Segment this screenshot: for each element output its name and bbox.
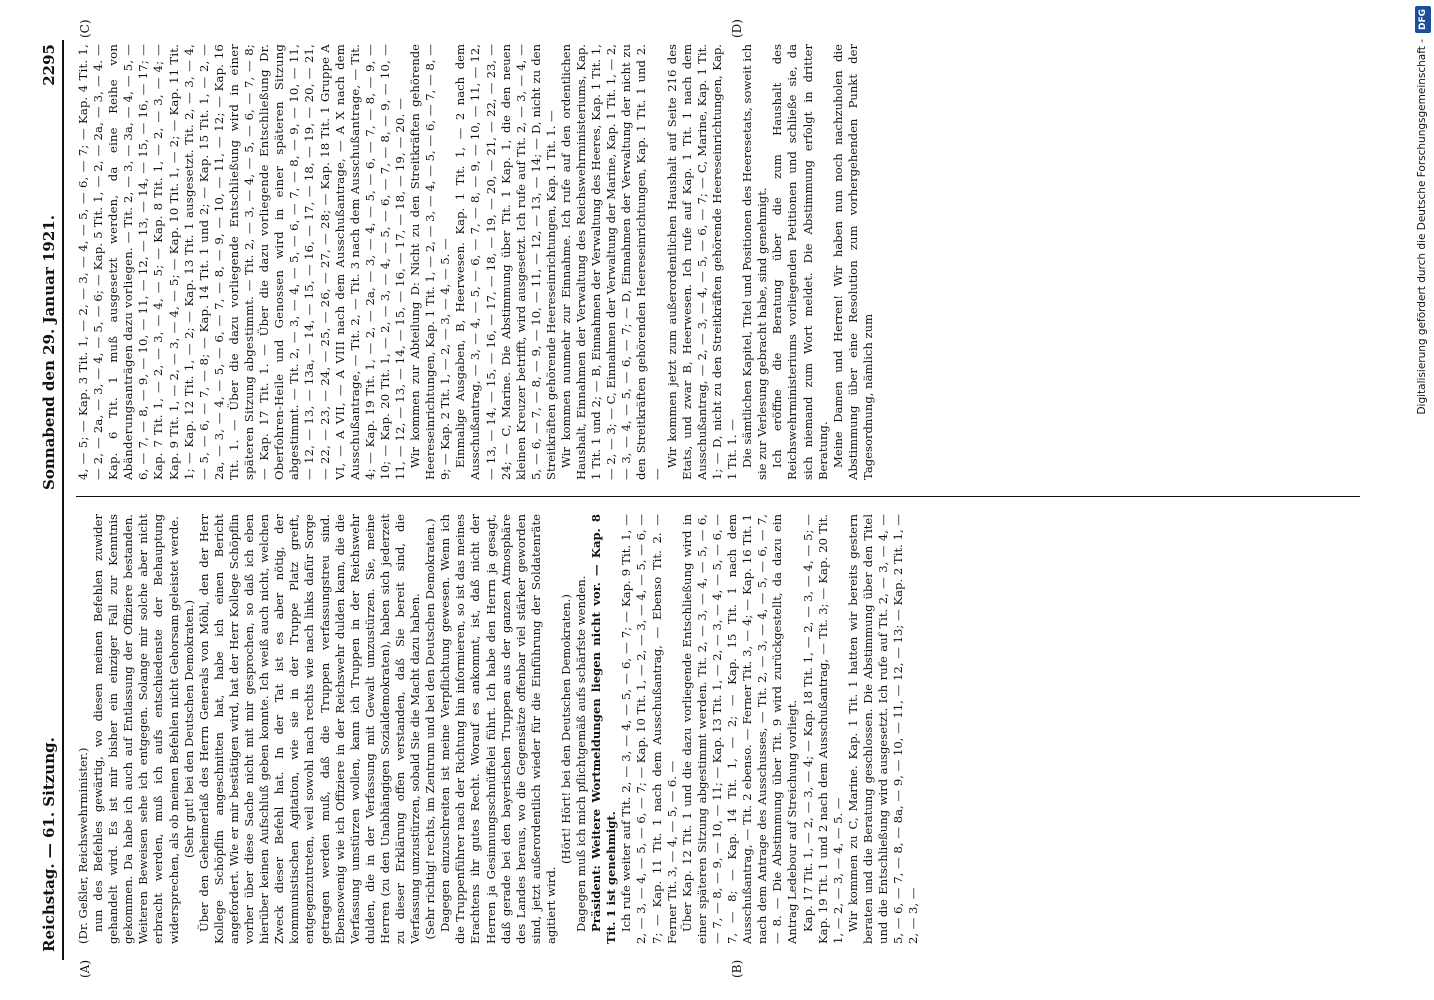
interjection: (Hört! Hört! bei den Deutschen Demokraten.) xyxy=(559,594,573,864)
interjection: (Sehr gut! bei den Deutschen Demokraten.) xyxy=(181,599,196,859)
margin-mark-b: (B) xyxy=(730,959,744,978)
paragraph: Über den Geheimerlaß des Herrn Generals von Möhl, den der Herr Kollege Schöpflin angeschnitten hat, habe ich einen Bericht angefordert. Wie er mir bestätigen wird, hat der Herr Kollege Schöpflin vorher über diese Sache nicht mit mir gesprochen, so daß ich eben hierüber keinen Aufschluß geben konnte. Ich weiß auch nicht, welchen Zweck dieser Befehl hat. In der Tat ist es aber nötig, der kommunistischen Agitation, wie sie in der Truppe Platz greift, entgegenzutreten, weil sowohl nach rechts wie nach links dafür Sorge getragen werden muß, daß die Truppen verfassungstreu sind. Ebensowenig wie ich Offiziere in der Reichswehr dulden kann, die die Verfassung umstürzen wollen, kann ich Truppen in der Reichswehr dulden, die in der Verfassung mit Gewalt umzustürzen. Sie, meine Herren (zu den Unabhängigen Sozialdemokraten), haben sich jederzeit zu dieser Erklärung offen verstanden, daß Sie bereit sind, die Verfassung umzustürzen, sobald Sie die Macht dazu haben. xyxy=(196,514,423,944)
dfg-logo: DFG xyxy=(1415,6,1431,33)
digitization-text: Digitalisierung gefördert durch die Deutsche Forschungsgemeinschaft - xyxy=(1416,39,1428,415)
paragraph: Ich eröffne die Beratung über die zum Haushalt des Reichswehrministeriums vorliegenden Petitionen und schließe sie, da sich niemand zum Wort meldet. Die Abstimmung erfolgt in dritter Beratung. xyxy=(770,44,830,480)
paragraph: 4, — 5; — Kap. 3 Tit. 1, — 2, — 3, — 4, — 5, — 6, — 7; — Kap. 4 Tit. 1, — 2, — 2a, — 3, — 4, — 5, — 6; — Kap. 5 Tit. 1, — 2, — 2a, — 3, — 4. — Kap. 6 Tit. 1 muß ausgesetzt werden, da eine Reihe von Abänderungsanträgen dazu vorliegen. — Tit. 2, — 3, — 3a, — 4, — 5, — 6, — 7, — 8, — 9, — 10, — 11, — 12, — 13, — 14, — 15, — 16, — 17; — Kap. 7 Tit. 1, — 2, — 3, — 4, — 5; — Kap. 8 Tit. 1, — 2, — 3, — 4; — Kap. 9 Tit. 1, — 2, — 3, — 4, — 5; — Kap. 10 Tit. 1, — 2; — Kap. 11 Tit. 1; — Kap. 12 Tit. 1, — 2; — Kap. 13 Tit. 1 ausgesetzt. Tit. 2, — 3, — 4, — 5, — 6, — 7, — 8; — Kap. 14 Tit. 1 und 2; — Kap. 15 Tit. 1, — 2, — 2a, — 3, — 4, — 5, — 6, — 7, — 8, — 9, — 10, — 11, — 12; — Kap. 16 Tit. 1. — Über die dazu vorliegende Entschließung wird in einer späteren Sitzung abgestimmt. — Tit. 2, — 3, — 4, — 5, — 6, — 7, — 8; — Kap. 17 Tit. 1. — Über die dazu vorliegende Entschließung Dr. Oberfohren-Heile und Genossen wird in einer späteren Sitzung abgestimmt. — Tit. 2, — 3, — 4, — 5, — 6, — 7, — 8, — 9, — 10, — 11, — 12, — 13, — 13a, — 14, — 15, — 16, — 17, — 18, — 19, — 20, — 21, — 22, — 23, — 24, — 25, — 26, — 27, — 28; — Kap. 18 Tit. 1 Gruppe A VI, — A VII, — A VIII nach dem Ausschußantrage, — A X nach dem Ausschußantrage, — Tit. 2, — Tit. 3 nach dem Ausschußantrage, — Tit. 4; — Kap. 19 Tit. 1, — 2, — 2a, — 3, — 4, — 5, — 6, — 7, — 8, — 9, — 10; — Kap. 20 Tit. 1, — 2, — 3, — 4, — 5, — 6, — 7, — 8, — 9, — 10, — 11, — 12, — 13, — 14, — 15, — 16, — 17, — 18, — 19, — 20. — xyxy=(76,44,407,480)
paragraph: Einmalige Ausgaben, B, Heerwesen. Kap. 1 Tit. 1, — 2 nach dem Ausschußantrag, — 3, — 4, — 5, — 6, — 7, — 8, — 9, — 10, — 11, — 12, — 13, — 14, — 15, — 16, — 17, — 18, — 19, — 20, — 21, — 22, — 23, — 24; — C, Marine. Die Abstimmung über Tit. 1 Kap. 1, die den neuen kleinen Kreuzer betrifft, wird ausgesetzt. Ich rufe auf Tit. 2, — 3, — 4, — 5, — 6, — 7, — 8, — 9, — 10, — 11, — 12, — 13, — 14; — D, nicht zu den Streitkräften gehörende Heereseinrichtungen, Kap. 1 Tit. 1. — xyxy=(453,44,558,480)
paragraph: Wir kommen jetzt zum außerordentlichen Haushalt auf Seite 216 des Etats, und zwar B, Heerwesen. Ich rufe auf Kap. 1 Tit. 1 nach dem Ausschußantrag, — 2, — 3, — 4, — 5, — 6, — 7; — C, Marine, Kap. 1 Tit. 1; — D, nicht zu den Streitkräften gehörende Heereseinrichtungen, Kap. 1 Tit. 1. — xyxy=(664,44,740,480)
margin-mark-a: (A) xyxy=(78,959,92,978)
header-date: Sonnabend den 29. Januar 1921. xyxy=(40,215,58,490)
paragraph: Wir kommen zu C, Marine. Kap. 1 Tit. 1 hatten wir bereits gestern beraten und die Beratung geschlossen. Die Abstimmung über den Titel und die Entschließung wird ausgesetzt. Ich rufe auf Tit. 2, — 3, — 4, — 5, — 6, — 7, — 8, — 8a, — 9, — 10, — 11, — 12, — 13; — Kap. 2 Tit. 1, — 2, — 3, — xyxy=(845,514,921,944)
digitization-note xyxy=(1414,6,1430,996)
page-number: 2295 xyxy=(40,44,58,86)
speaker-line: (Dr. Geßler, Reichswehrminister.) xyxy=(76,747,90,944)
right-column xyxy=(76,44,1360,480)
paragraph: Ich rufe weiter auf Tit. 2, — 3, — 4, — 5, — 6, — 7; — Kap. 9 Tit. 1, — 2, — 3, — 4, — 5, — 6, — 7; — Kap. 10 Tit. 1, — 2, — 3, — 4, — 5, — 6, — 7; — Kap. 11 Tit. 1 nach dem Ausschußantrag, — Ebenso Tit. 2. — Ferner Tit. 3, — 4, — 5, — 6. — xyxy=(619,514,679,944)
paragraph: Über Kap. 12 Tit. 1 und die dazu vorliegende Entschließung wird in einer späteren Sitzung abgestimmt werden. Tit. 2, — 3, — 4, — 5, — 6, — 7, — 8, — 9, — 10, — 11; — Kap. 13 Tit. 1, — 2, — 3, — 4, — 5, — 6, — 7, — 8; — Kap. 14 Tit. 1, — 2; — Kap. 15 Tit. 1 nach dem Ausschußantrag, — Tit. 2 ebenso. — Ferner Tit. 3, — 4; — Kap. 16 Tit. 1 nach dem Antrage des Ausschusses, — Tit. 2, — 3, — 4, — 5, — 6, — 7, — 8. — Die Abstimmung über Tit. 9 wird zurückgestellt, da dazu ein Antrag Ledebour auf Streichung vorliegt. xyxy=(679,514,800,944)
president-remark: Präsident: Weitere Wortmeldungen liegen nicht vor. — Kap. 8 Tit. 1 ist genehmigt. xyxy=(589,514,619,944)
margin-mark-c: (C) xyxy=(78,19,92,38)
page-header xyxy=(40,40,64,960)
paragraph: Wir kommen nunmehr zur Einnahme. Ich rufe auf den ordentlichen Haushalt, Einnahmen der Verwaltung des Reichswehrministeriums, Kap. 1 Tit. 1 und 2; — B, Einnahmen der Verwaltung des Heeres, Kap. 1 Tit. 1, — 2, — 3; — C, Einnahmen der Verwaltung der Marine, Kap. 1 Tit. 1, — 2, — 3, — 4, — 5, — 6, — 7; — D, Einnahmen der Verwaltung der nicht zu den Streitkräften gehörenden Heereseinrichtungen, Kap. 1 Tit. 1 und 2. — xyxy=(559,44,664,480)
paragraph: Die sämtlichen Kapitel, Titel und Positionen des Heeresetats, soweit ich sie zur Verlesung gebracht habe, sind genehmigt. xyxy=(740,44,770,480)
paragraph: Kap. 17 Tit. 1, — 2, — 3, — 4; — Kap. 18 Tit. 1, — 2, — 3, — 4, — 5; — Kap. 19 Tit. 1 und 2 nach dem Ausschußantrag, — Tit. 3; — Kap. 20 Tit. 1, — 2, — 3, — 4, — 5. — xyxy=(800,514,845,944)
margin-mark-d: (D) xyxy=(730,19,744,38)
paragraph: nun des Befehles gewärtig, wo diesen meinen Befehlen zuwider gehandelt wird. Es ist mir bisher ein einziger Fall zur Kenntnis gekommen. Da habe ich auch auf Entlassung der Offiziere bestanden. Weiteren Beweisen sehe ich entgegen. Solange mir solche aber nicht erbracht werden, muß ich aufs entschiedenste der Behauptung widersprechen, als ob meinen Befehlen nicht Gehorsam geleistet werde. xyxy=(91,514,181,944)
column-divider xyxy=(76,496,1360,497)
paragraph: Wir kommen zur Abteilung D: Nicht zu den Streitkräften gehörende Heereseinrichtungen, Kap. 1 Tit. 1, — 2, — 3, — 4, — 5, — 6, — 7, — 8, — 9; — Kap. 2 Tit. 1, — 2, — 3, — 4, — 5. — xyxy=(408,44,453,480)
paragraph: Dagegen einzuschreiten ist meine Verpflichtung gewesen. Wenn ich die Truppenführer nach der Richtung hin informieren, so ist das meines Erachtens ihr gutes Recht. Worauf es ankommt, ist, daß nicht der Herren ja Gesinnungsschnüffelei führt. Ich habe den Herrn ja gesagt, daß gerade bei den bayerischen Truppen aus der ganzen Atmosphäre des Landes heraus, wo die Gegensätze offenbar viel stärker geworden sind, jetzt außerordentlich wieder für die Einführung der Soldatenräte agitiert wird. xyxy=(438,514,558,944)
header-session: Reichstag. — 61. Sitzung. xyxy=(40,737,58,952)
paragraph: Dagegen muß ich mich pflichtgemäß aufs schärfste wenden. xyxy=(574,575,589,932)
paragraph: Meine Damen und Herren! Wir haben nun noch nachzuholen die Abstimmung über eine Resolution zum vorhergehenden Punkt der Tagesordnung, nämlich zum xyxy=(830,44,875,480)
left-column xyxy=(76,514,1360,944)
interjection: (Sehr richtig! rechts, im Zentrum und bei den Deutschen Demokraten.) xyxy=(423,518,438,940)
